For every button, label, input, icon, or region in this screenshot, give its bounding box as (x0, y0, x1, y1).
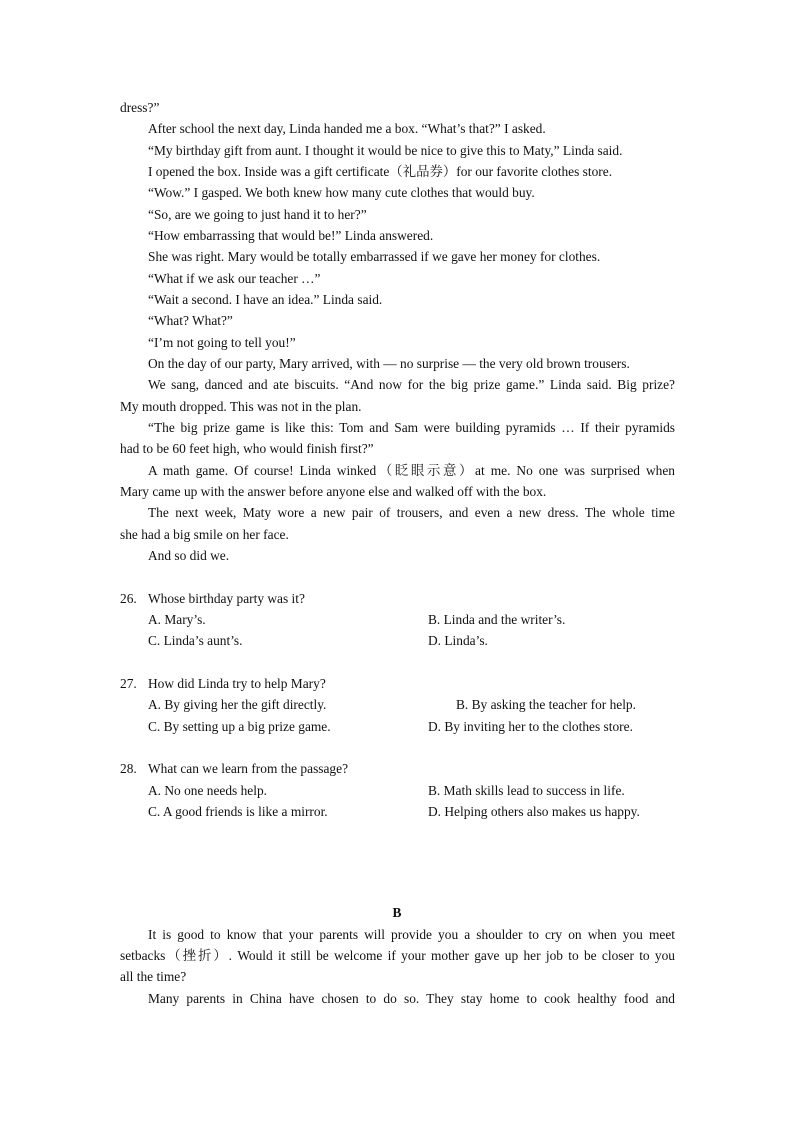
section-b-line: Many parents in China have chosen to do so. They stay home to cook healthy food and (148, 991, 675, 1006)
section-heading: B (392, 905, 402, 920)
question-number: 27. (120, 676, 137, 691)
passage-line: Mary came up with the answer before anyone else and walked off with the box. (120, 484, 547, 499)
question-number: 28. (120, 761, 137, 776)
question-stem: How did Linda try to help Mary? (148, 676, 326, 691)
question-stem: Whose birthday party was it? (148, 591, 305, 606)
passage-line: On the day of our party, Mary arrived, with — no surprise — the very old brown trousers. (148, 356, 630, 371)
answer-option[interactable]: B. Math skills lead to success in life. (428, 783, 625, 798)
answer-option[interactable]: D. Helping others also makes us happy. (428, 804, 640, 819)
passage-line: “I’m not going to tell you!” (148, 335, 296, 350)
passage-line: After school the next day, Linda handed me a box. “What’s that?” I asked. (148, 121, 546, 136)
passage-line: had to be 60 feet high, who would finish first?” (120, 441, 374, 456)
passage-line: “My birthday gift from aunt. I thought it would be nice to give this to Maty,” Linda said. (148, 143, 623, 158)
passage-line: dress?” (120, 100, 160, 115)
passage-line: “How embarrassing that would be!” Linda answered. (148, 228, 434, 243)
section-b-line: It is good to know that your parents will provide you a shoulder to cry on when you meet (148, 927, 675, 942)
answer-option[interactable]: D. Linda’s. (428, 633, 488, 648)
answer-option[interactable]: A. By giving her the gift directly. (148, 697, 327, 712)
section-b-line: setbacks（挫折）. Would it still be welcome if your mother gave up her job to be closer to you (120, 948, 675, 963)
question-stem: What can we learn from the passage? (148, 761, 349, 776)
passage-line: She was right. Mary would be totally embarrassed if we gave her money for clothes. (148, 249, 601, 264)
passage-line: she had a big smile on her face. (120, 527, 289, 542)
passage-line: And so did we. (148, 548, 230, 563)
answer-option[interactable]: B. Linda and the writer’s. (428, 612, 566, 627)
question-number: 26. (120, 591, 137, 606)
passage-line: My mouth dropped. This was not in the plan. (120, 399, 362, 414)
answer-option[interactable]: C. A good friends is like a mirror. (148, 804, 328, 819)
passage-line: I opened the box. Inside was a gift certificate（礼品券）for our favorite clothes store. (148, 164, 613, 179)
passage-line: “Wait a second. I have an idea.” Linda said. (148, 292, 383, 307)
passage-line: “What if we ask our teacher …” (148, 271, 321, 286)
section-b-line: all the time? (120, 969, 187, 984)
passage-line: The next week, Maty wore a new pair of trousers, and even a new dress. The whole time (148, 505, 675, 520)
passage-line: We sang, danced and ate biscuits. “And now for the big prize game.” Linda said. Big prize? (148, 377, 675, 392)
answer-option[interactable]: C. By setting up a big prize game. (148, 719, 331, 734)
answer-option[interactable]: B. By asking the teacher for help. (456, 697, 636, 712)
answer-option[interactable]: C. Linda’s aunt’s. (148, 633, 243, 648)
answer-option[interactable]: A. Mary’s. (148, 612, 206, 627)
answer-option[interactable]: A. No one needs help. (148, 783, 267, 798)
passage-line: A math game. Of course! Linda winked（眨眼示意）at me. No one was surprised when (148, 463, 675, 478)
passage-line: “What? What?” (148, 313, 233, 328)
answer-option[interactable]: D. By inviting her to the clothes store. (428, 719, 633, 734)
passage-line: “So, are we going to just hand it to her?” (148, 207, 367, 222)
passage-line: “Wow.” I gasped. We both knew how many cute clothes that would buy. (148, 185, 535, 200)
passage-line: “The big prize game is like this: Tom and Sam were building pyramids … If their pyramids (148, 420, 675, 435)
